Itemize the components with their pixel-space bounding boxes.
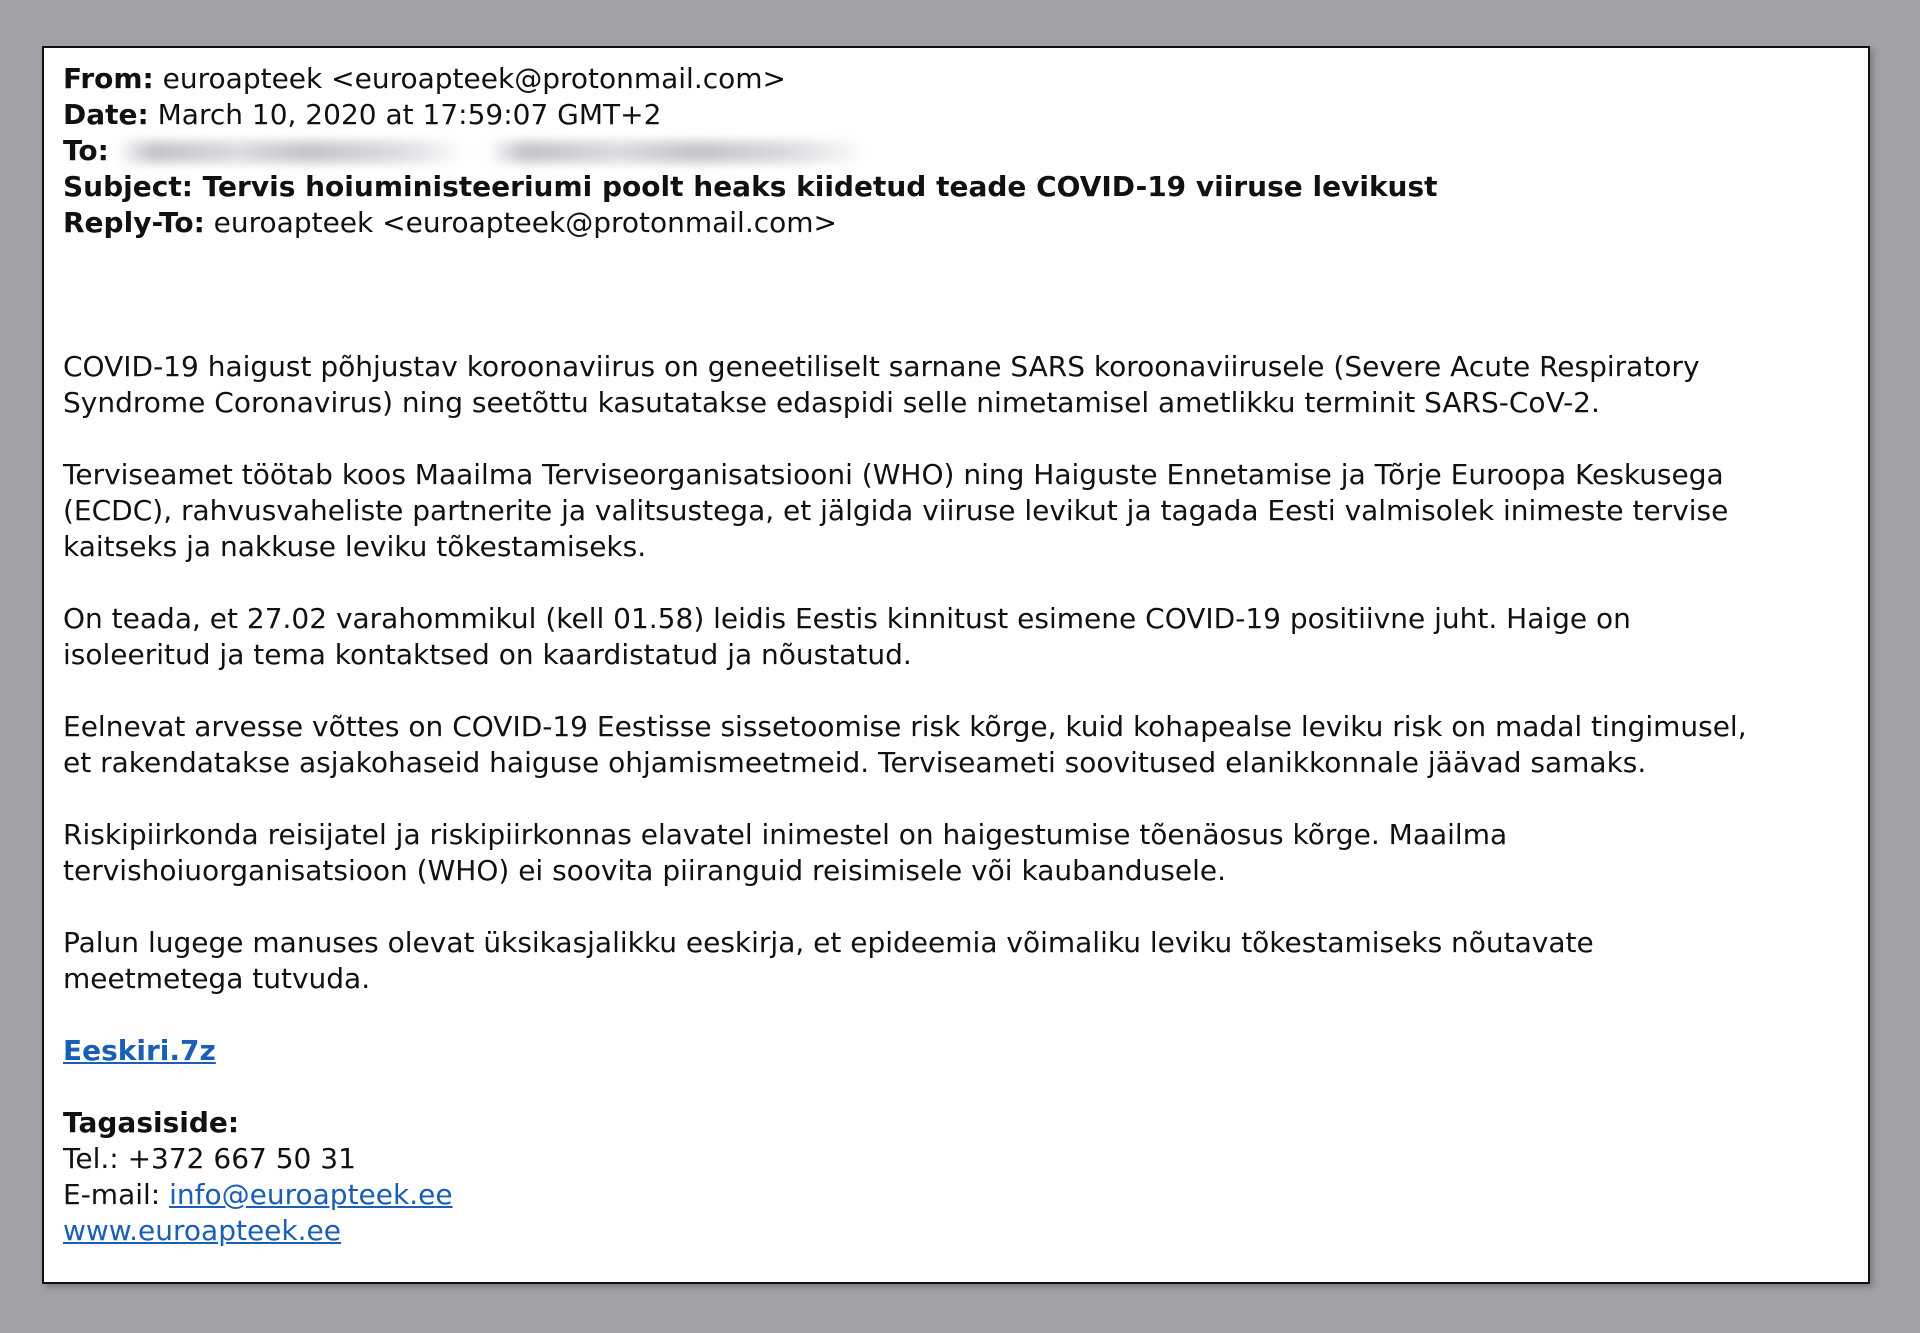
body-line: kaitseks ja nakkuse leviku tõkestamiseks. <box>63 530 647 563</box>
footer-email-row <box>63 1177 1863 1213</box>
reply-to-label: Reply-To: <box>63 206 205 239</box>
date-label: Date: <box>63 98 149 131</box>
body-line: Eelnevat arvesse võttes on COVID-19 Eestisse sissetoomise risk kõrge, kuid kohapealse leviku risk on madal tingimusel, <box>63 710 1747 743</box>
subject-value: Tervis hoiuministeeriumi poolt heaks kiidetud teade COVID-19 viiruse levikust <box>202 170 1438 203</box>
reply-to-value: euroapteek <euroapteek@protonmail.com> <box>213 206 837 239</box>
footer-heading: Tagasiside: <box>63 1106 240 1139</box>
body-paragraph <box>63 601 1863 673</box>
header-from <box>63 61 1863 97</box>
body-line: Palun lugege manuses olevat üksikasjalikku eeskirja, et epideemia võimaliku leviku tõkestamiseks nõutavate <box>63 926 1594 959</box>
footer-signature <box>63 1105 1863 1249</box>
from-value: euroapteek <euroapteek@protonmail.com> <box>162 62 786 95</box>
to-label: To: <box>63 134 109 167</box>
header-date <box>63 97 1863 133</box>
body-line: tervishoiuorganisatsioon (WHO) ei soovita piiranguid reisimisele või kaubandusele. <box>63 854 1227 887</box>
body-line: meetmetega tutvuda. <box>63 962 371 995</box>
body-line: On teada, et 27.02 varahommikul (kell 01.58) leidis Eestis kinnitust esimene COVID-19 positiivne juht. Haige on <box>63 602 1631 635</box>
redacted-recipient <box>487 141 867 163</box>
body-line: Terviseamet töötab koos Maailma Terviseorganisatsiooni (WHO) ning Haiguste Ennetamise ja Tõrje Euroopa Keskusega <box>63 458 1724 491</box>
from-label: From: <box>63 62 154 95</box>
body-paragraph <box>63 349 1863 421</box>
footer-phone: Tel.: +372 667 50 31 <box>63 1142 356 1175</box>
body-paragraph <box>63 709 1863 781</box>
attachment-link[interactable]: Eeskiri.7z <box>63 1034 216 1067</box>
body-line: et rakendatakse asjakohaseid haiguse ohjamismeetmeid. Terviseameti soovitused elanikkonnale jäävad samaks. <box>63 746 1647 779</box>
header-subject <box>63 169 1863 205</box>
footer-email-link[interactable]: info@euroapteek.ee <box>169 1178 453 1211</box>
body-paragraph <box>63 817 1863 889</box>
attachment-row <box>63 1033 1863 1069</box>
body-line: Syndrome Coronavirus) ning seetõttu kasutatakse edaspidi selle nimetamisel ametlikku terminit SARS-CoV-2. <box>63 386 1600 419</box>
body-line: Riskipiirkonda reisijatel ja riskipiirkonnas elavatel inimestel on haigestumise tõenäosus kõrge. Maailma <box>63 818 1508 851</box>
body-line: (ECDC), rahvusvaheliste partnerite ja valitsustega, et jälgida viiruse levikut ja tagada Eesti valmisolek inimeste tervise <box>63 494 1729 527</box>
subject-label: Subject: <box>63 170 193 203</box>
header-body-gap <box>63 241 1863 349</box>
body-paragraph <box>63 925 1863 997</box>
date-value: March 10, 2020 at 17:59:07 GMT+2 <box>157 98 662 131</box>
body-line: isoleeritud ja tema kontaktsed on kaardistatud ja nõustatud. <box>63 638 912 671</box>
header-reply-to <box>63 205 1863 241</box>
body-line: COVID-19 haigust põhjustav koroonaviirus on geneetiliselt sarnane SARS koroonaviirusele (Severe Acute Respiratory <box>63 350 1700 383</box>
footer-website-link[interactable]: www.euroapteek.ee <box>63 1214 341 1247</box>
email-content <box>63 61 1863 1249</box>
footer-website-row <box>63 1213 1863 1249</box>
redacted-recipient <box>117 141 467 163</box>
email-message-frame <box>42 46 1870 1284</box>
body-paragraph <box>63 457 1863 565</box>
header-to <box>63 133 1863 169</box>
footer-email-label: E-mail: <box>63 1178 170 1211</box>
